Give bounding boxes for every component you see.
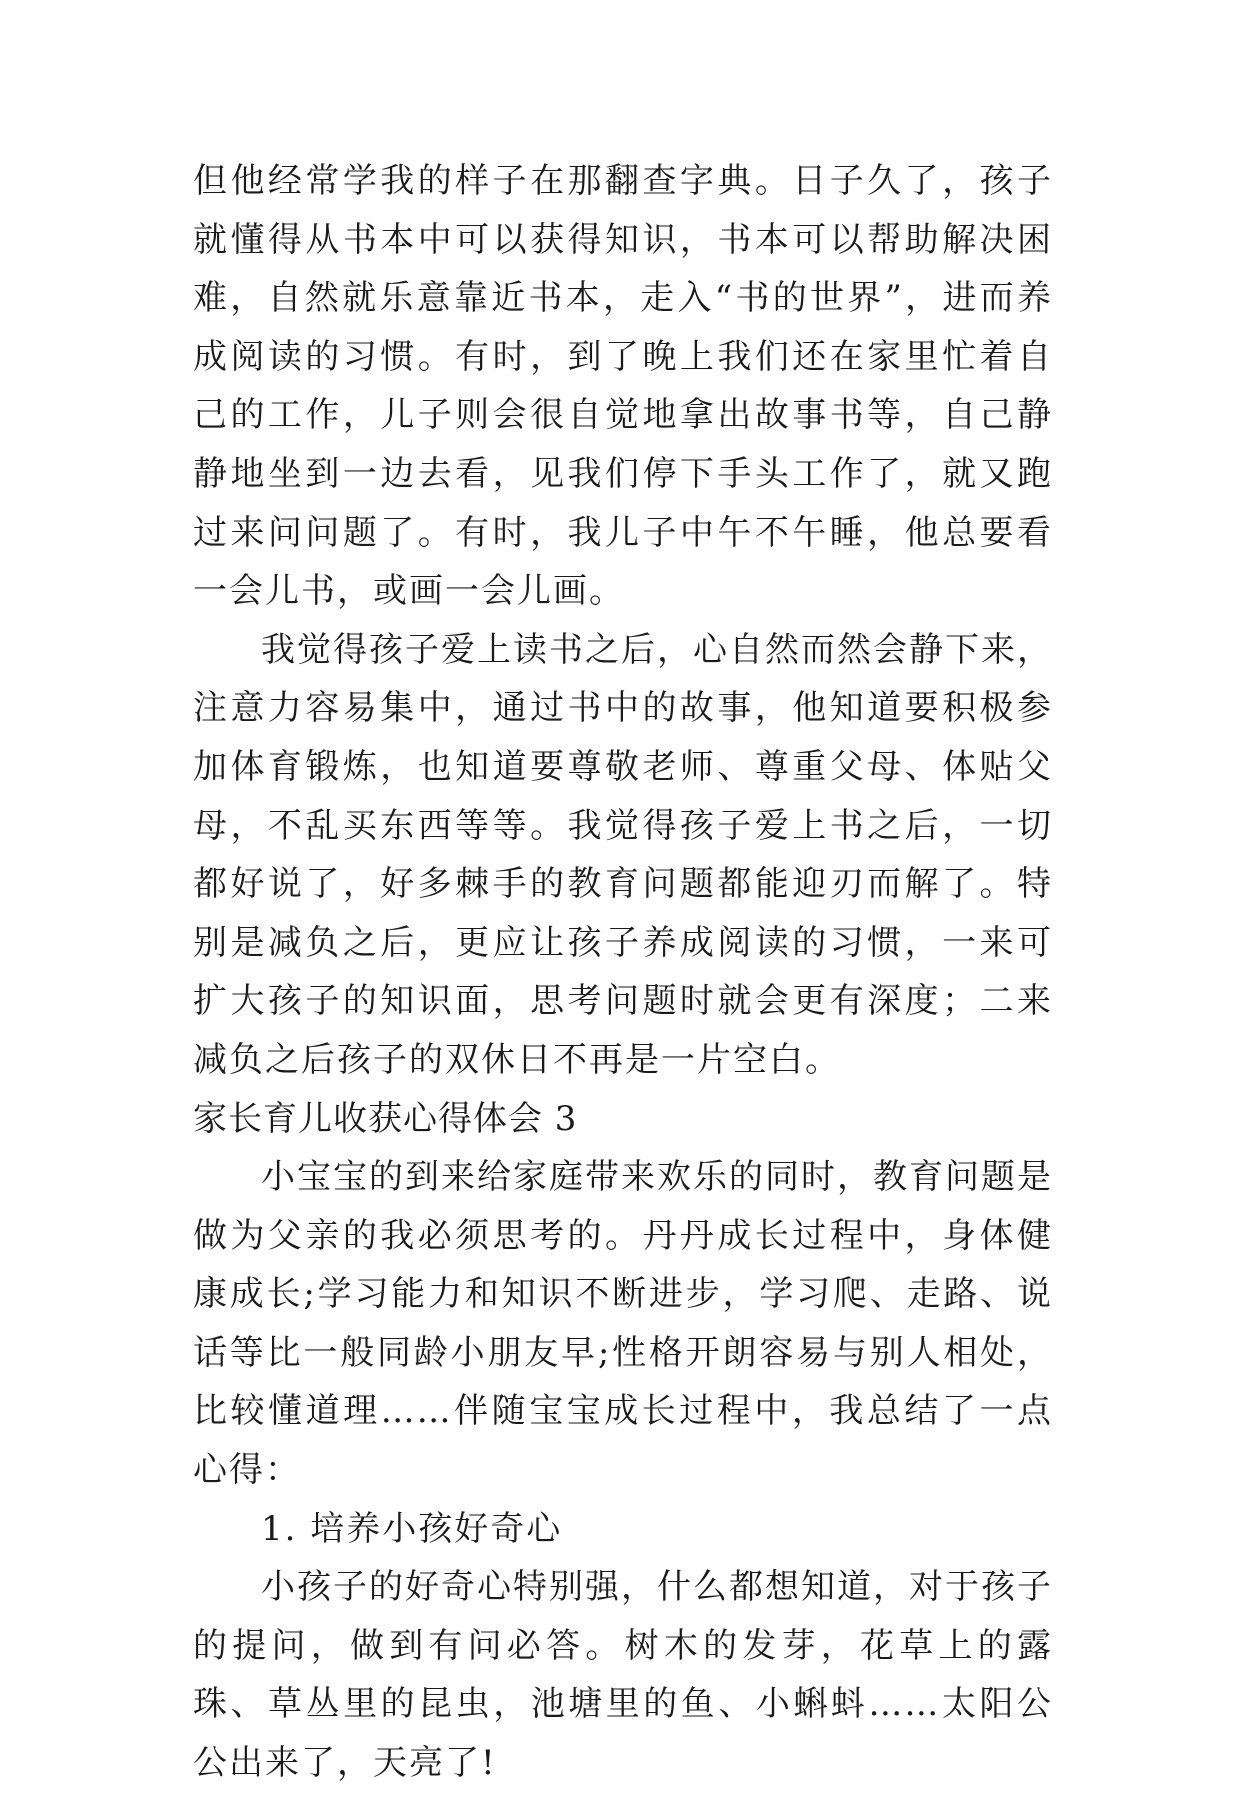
subheading-curiosity: 1. 培养小孩好奇心: [261, 1508, 563, 1549]
paragraph-continuation: 但他经常学我的样子在那翻查字典。日子久了，孩子就懂得从书本中可以获得知识，书本可以帮助解决困难，自然就乐意靠近书本，走入“书的世界”，进而养成阅读的习惯。有时，到了晚上我们还在家里忙着自己的工作，儿子则会很自觉地拿出故事书等，自己静静地坐到一边去看，见我们停下手头工作了，就又跑过来问问题了。有时，我儿子中午不午睡，他总要看一会儿书，或画一会儿画。: [193, 161, 1053, 612]
paragraph-reading-benefits: 我觉得孩子爱上读书之后，心自然而然会静下来，注意力容易集中，通过书中的故事，他知道要积极参加体育锻炼，也知道要尊敬老师、尊重父母、体贴父母，不乱买东西等等。我觉得孩子爱上书之后，一切都好说了，好多棘手的教育问题都能迎刃而解了。特别是减负之后，更应让孩子养成阅读的习惯，一来可扩大孩子的知识面，思考问题时就会更有深度；二来减负之后孩子的双休日不再是一片空白。: [193, 629, 1053, 1080]
paragraph-curiosity: 小孩子的好奇心特别强，什么都想知道，对于孩子的提问，做到有问必答。树木的发芽，花草上的露珠、草丛里的昆虫，池塘里的鱼、小蝌蚪……太阳公公出来了，天亮了!: [193, 1567, 1053, 1784]
section-heading: 家长育儿收获心得体会 3: [193, 1098, 578, 1139]
document-body: [193, 152, 1053, 1793]
paragraph-intro: 小宝宝的到来给家庭带来欢乐的同时，教育问题是做为父亲的我必须思考的。丹丹成长过程中，身体健康成长;学习能力和知识不断进步，学习爬、走路、说话等比一般同龄小朋友早;性格开朗容易与别人相处，比较懂道理……伴随宝宝成长过程中，我总结了一点心得：: [193, 1157, 1053, 1491]
